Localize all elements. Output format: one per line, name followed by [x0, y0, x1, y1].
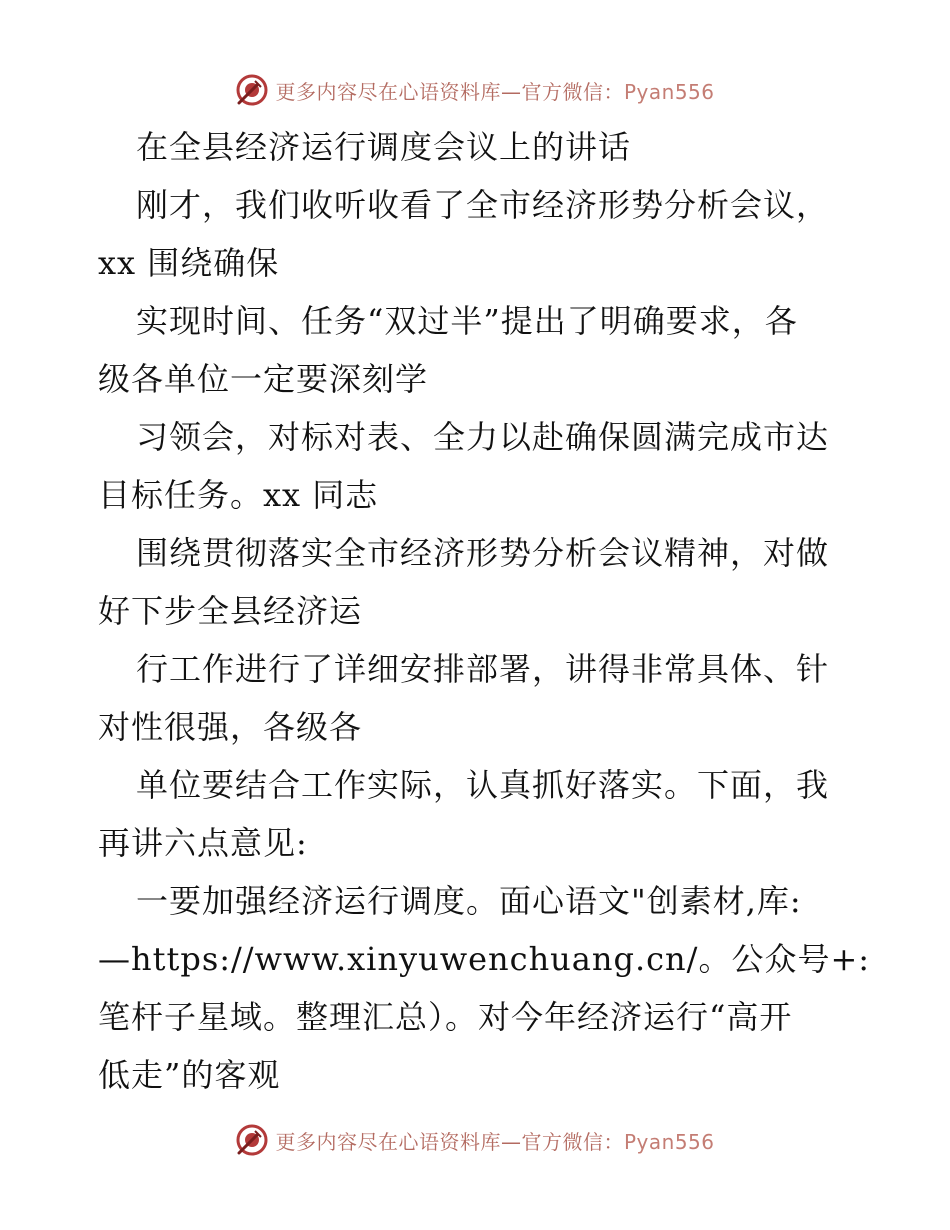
text-line: 一要加强经济运行调度。面心语文"创素材,库:	[136, 882, 802, 920]
text-line: 行工作进行了详细安排部署，讲得非常具体、针	[136, 650, 830, 688]
logo-icon	[235, 73, 269, 107]
header-banner-text	[275, 76, 714, 105]
header-banner-label: 更多内容尽在心语资料库—官方微信：	[275, 79, 624, 104]
header-banner-id: Pyan556	[623, 79, 715, 104]
text-line: —https://www.xinyuwenchuang.cn/。公众号+:	[98, 940, 871, 978]
footer-banner-id: Pyan556	[623, 1129, 715, 1154]
text-line: 目标任务。xx 同志	[98, 476, 379, 514]
header-banner	[0, 70, 950, 110]
document-body	[98, 118, 871, 1104]
text-line: 好下步全县经济运	[98, 592, 363, 630]
footer-banner	[0, 1120, 950, 1160]
text-line: 单位要结合工作实际，认真抓好落实。下面，我	[136, 766, 830, 804]
text-line: 对性很强，各级各	[98, 708, 363, 746]
text-line: 围绕贯彻落实全市经济形势分析会议精神，对做	[136, 534, 830, 572]
text-line: 实现时间、任务“双过半”提出了明确要求，各	[136, 302, 798, 340]
logo-icon	[235, 1123, 269, 1157]
text-line: 在全县经济运行调度会议上的讲话	[136, 128, 632, 166]
text-line: 再讲六点意见:	[98, 824, 308, 862]
text-line: 级各单位一定要深刻学	[98, 360, 429, 398]
text-line: xx 围绕确保	[98, 244, 280, 282]
text-line: 笔杆子星域。整理汇总）。对今年经济运行“高开	[98, 998, 793, 1036]
text-line: 低走”的客观	[98, 1056, 281, 1094]
text-line: 刚才，我们收听收看了全市经济形势分析会议，	[136, 186, 830, 224]
footer-banner-text	[275, 1126, 714, 1155]
text-line: 习领会，对标对表、全力以赴确保圆满完成市达	[136, 418, 830, 456]
footer-banner-label: 更多内容尽在心语资料库—官方微信：	[275, 1129, 624, 1154]
